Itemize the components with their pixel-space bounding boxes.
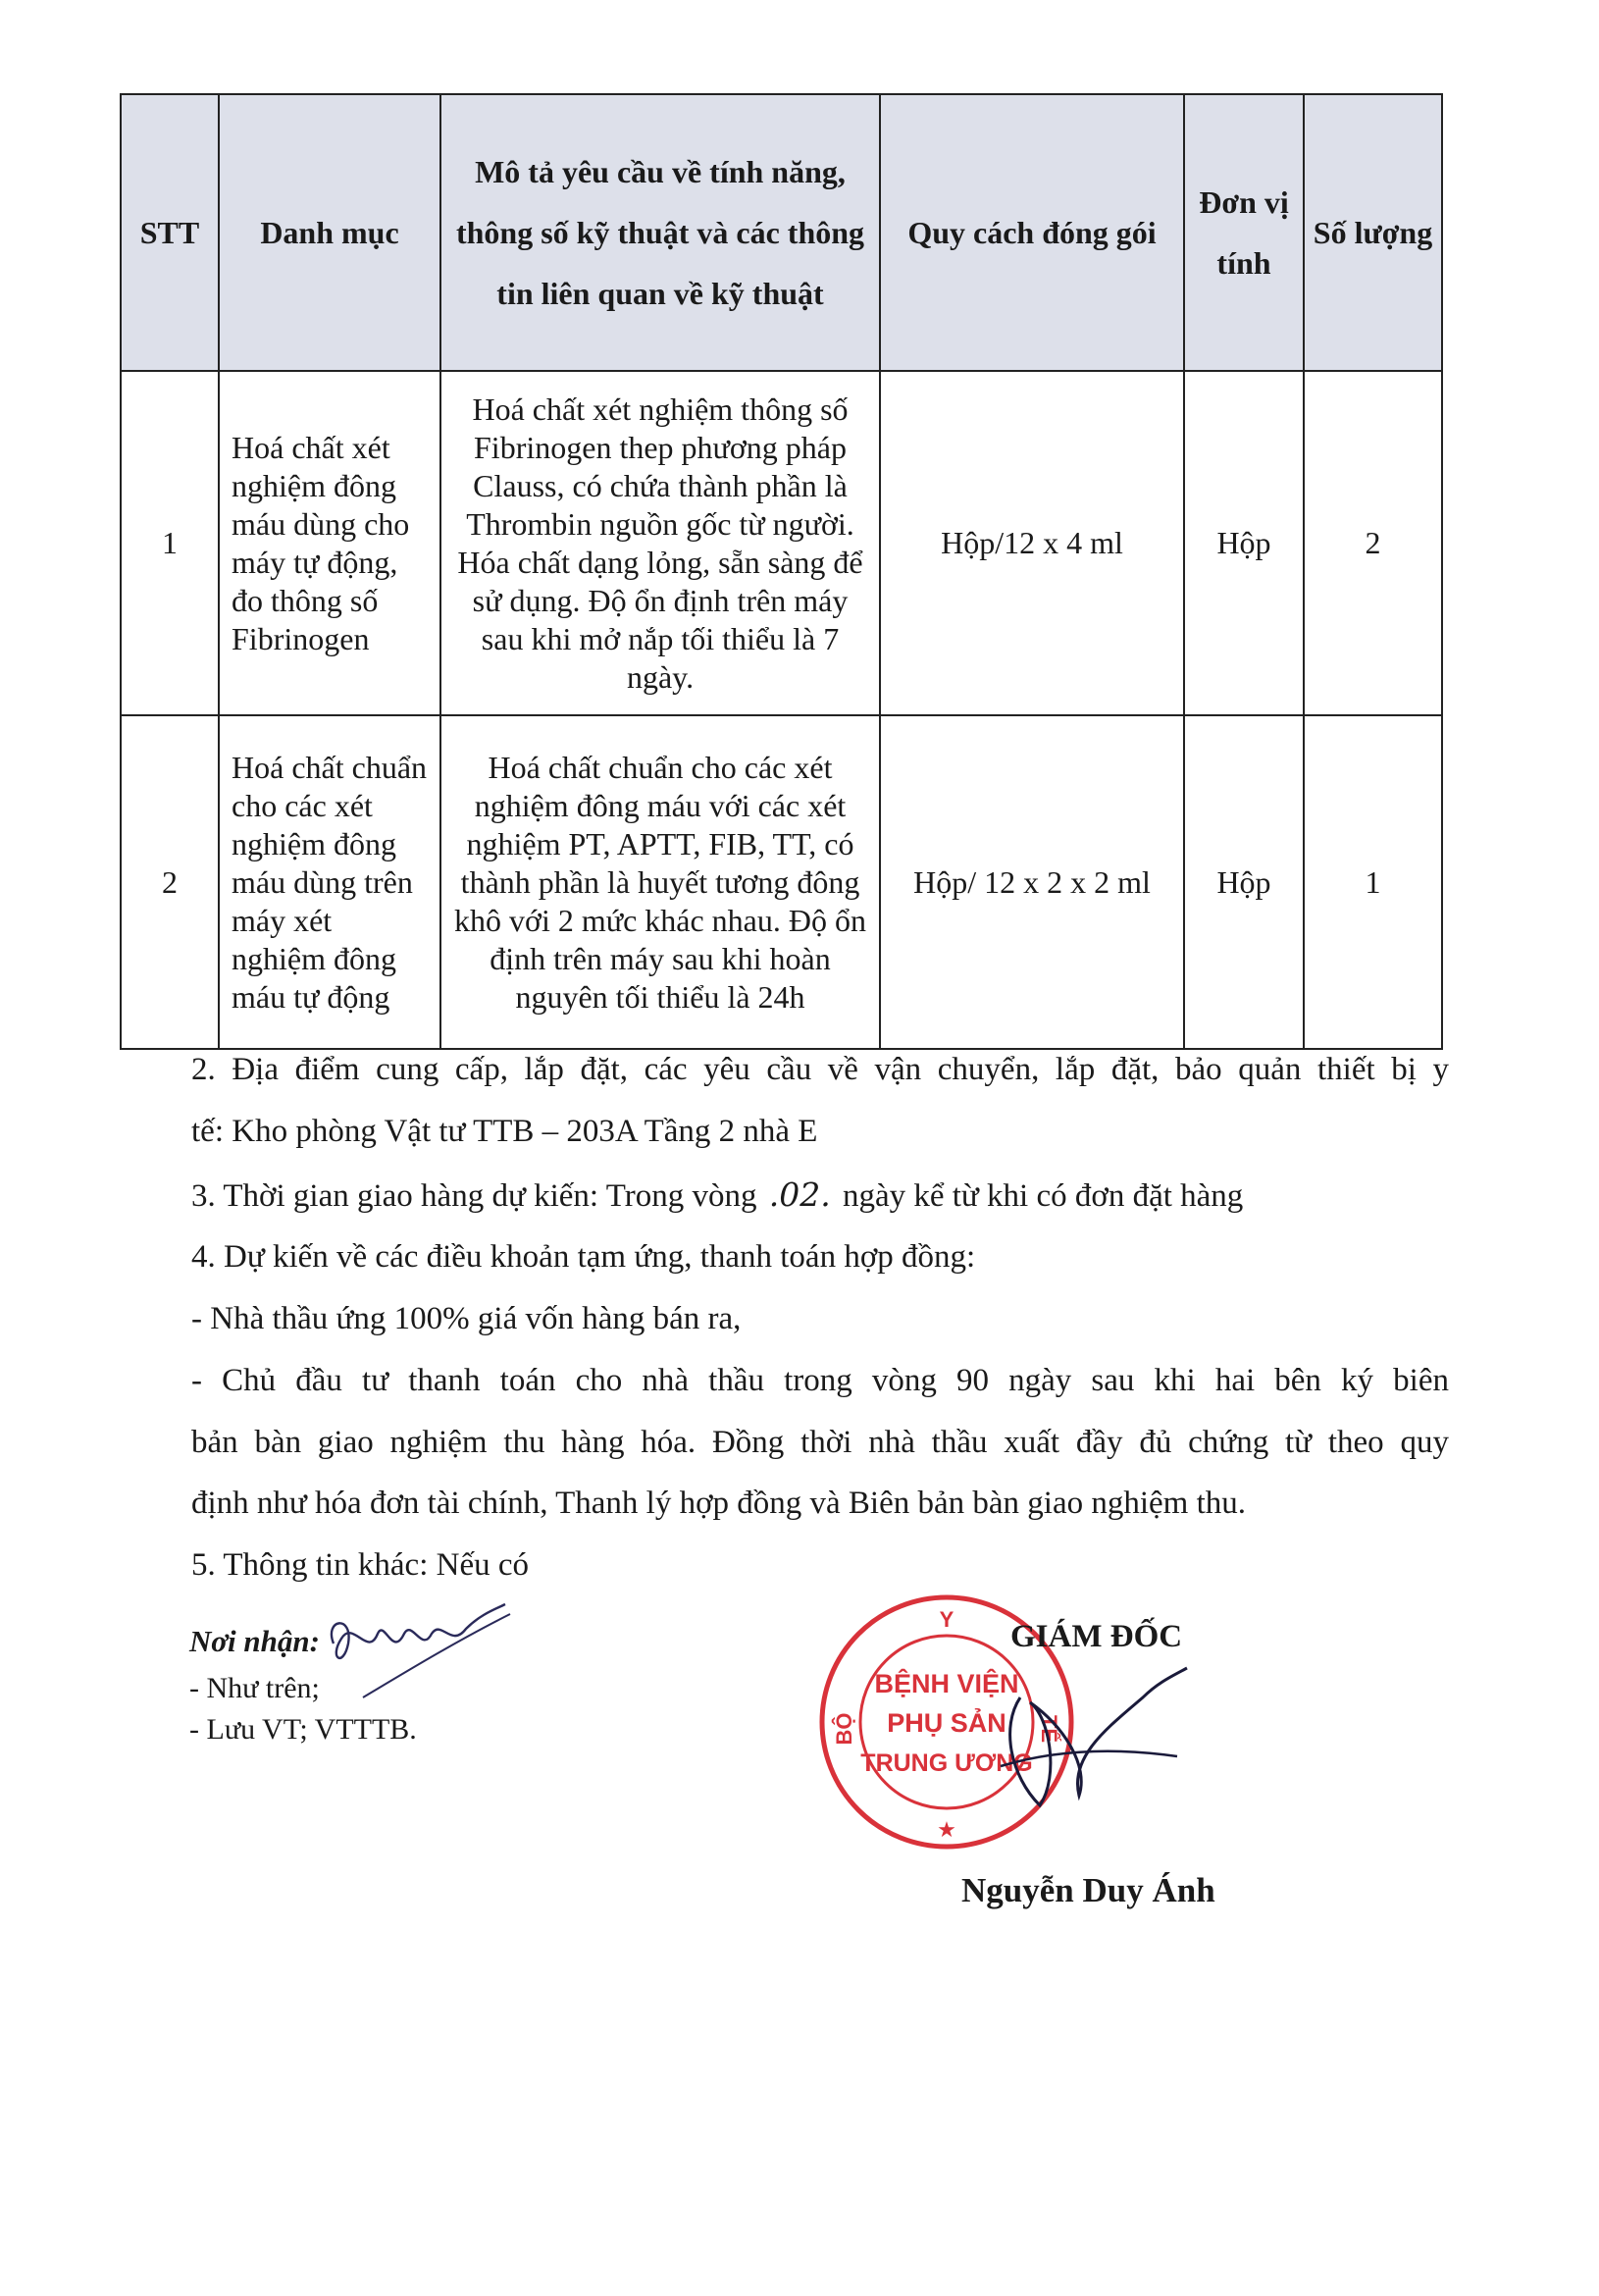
other-information: 5. Thông tin khác: Nếu có [191, 1547, 529, 1583]
stamp-text-line: PHỤ SẢN [887, 1708, 1006, 1738]
stamp-ring-text: TẾ [1037, 1714, 1061, 1744]
header-category: Danh mục [219, 94, 440, 371]
cell-packaging: Hộp/ 12 x 2 x 2 ml [880, 715, 1184, 1049]
cell-unit: Hộp [1184, 715, 1304, 1049]
stamp-ring-text: Y [939, 1607, 954, 1632]
header-unit: Đơn vị tính [1184, 94, 1304, 371]
cell-quantity: 1 [1304, 715, 1442, 1049]
specification-table [120, 93, 1443, 1050]
stamp-star: ★ [937, 1817, 956, 1842]
recipient-item: - Như trên; [189, 1672, 320, 1704]
header-quantity: Số lượng [1304, 94, 1442, 371]
cell-description: Hoá chất xét nghiệm thông số Fibrinogen thep phương pháp Clauss, có chứa thành phần là Thrombin nguồn gốc từ người. Hóa chất dạng lỏng, sẵn sàng để sử dụng. Độ ổn định trên máy sau khi mở nắp tối thiểu là 7 ngày. [440, 371, 880, 715]
signatory-name: Nguyễn Duy Ánh [961, 1871, 1215, 1909]
table-row [121, 715, 1442, 1049]
cell-description: Hoá chất chuẩn cho các xét nghiệm đông máu với các xét nghiệm PT, APTT, FIB, TT, có thành phần là huyết tương đông khô với 2 mức khác nhau. Độ ổn định trên máy sau khi hoàn nguyên tối thiểu là 24h [440, 715, 880, 1049]
delivery-location-line1: 2. Địa điểm cung cấp, lắp đặt, các yêu cầu về vận chuyển, lắp đặt, bảo quản thiết bị y [191, 1052, 1449, 1087]
recipient-item: - Lưu VT; VTTTB. [189, 1713, 417, 1746]
table-row [121, 371, 1442, 715]
header-description: Mô tả yêu cầu về tính năng, thông số kỹ thuật và các thông tin liên quan về kỹ thuật [440, 94, 880, 371]
table-header-row [121, 94, 1442, 371]
initials-signature [294, 1590, 520, 1707]
stamp-text-line: BỆNH VIỆN [874, 1669, 1019, 1698]
delivery-time-prefix: 3. Thời gian giao hàng dự kiến: Trong vòng [191, 1178, 757, 1214]
cell-stt: 1 [121, 371, 219, 715]
delivery-location-line2: tế: Kho phòng Vật tư TTB – 203A Tầng 2 nhà E [191, 1114, 818, 1149]
cell-category: Hoá chất chuẩn cho các xét nghiệm đông máu dùng trên máy xét nghiệm đông máu tự động [219, 715, 440, 1049]
signatory-title: GIÁM ĐỐC [1010, 1619, 1183, 1654]
delivery-time [191, 1175, 1243, 1216]
stamp-ring-text: BỘ [832, 1712, 856, 1746]
header-stt: STT [121, 94, 219, 371]
payment-terms-line3: định như hóa đơn tài chính, Thanh lý hợp đồng và Biên bản bàn giao nghiệm thu. [191, 1486, 1247, 1521]
delivery-days-handwritten: .02. [768, 1175, 831, 1214]
cell-stt: 2 [121, 715, 219, 1049]
payment-terms-advance: - Nhà thầu ứng 100% giá vốn hàng bán ra, [191, 1301, 742, 1336]
payment-terms-line1: - Chủ đầu tư thanh toán cho nhà thầu trong vòng 90 ngày sau khi hai bên ký biên [191, 1363, 1449, 1398]
payment-terms-heading: 4. Dự kiến về các điều khoản tạm ứng, thanh toán hợp đồng: [191, 1239, 976, 1275]
director-signature [971, 1658, 1197, 1825]
cell-quantity: 2 [1304, 371, 1442, 715]
payment-terms-line2: bản bàn giao nghiệm thu hàng hóa. Đồng thời nhà thầu xuất đầy đủ chứng từ theo quy [191, 1425, 1449, 1460]
delivery-time-suffix: ngày kể từ khi có đơn đặt hàng [842, 1178, 1244, 1214]
cell-category: Hoá chất xét nghiệm đông máu dùng cho máy tự động, đo thông số Fibrinogen [219, 371, 440, 715]
recipients-title: Nơi nhận: [189, 1624, 320, 1658]
cell-unit: Hộp [1184, 371, 1304, 715]
stamp-text-line: TRUNG ƯƠNG [860, 1749, 1033, 1777]
header-packaging: Quy cách đóng gói [880, 94, 1184, 371]
cell-packaging: Hộp/12 x 4 ml [880, 371, 1184, 715]
